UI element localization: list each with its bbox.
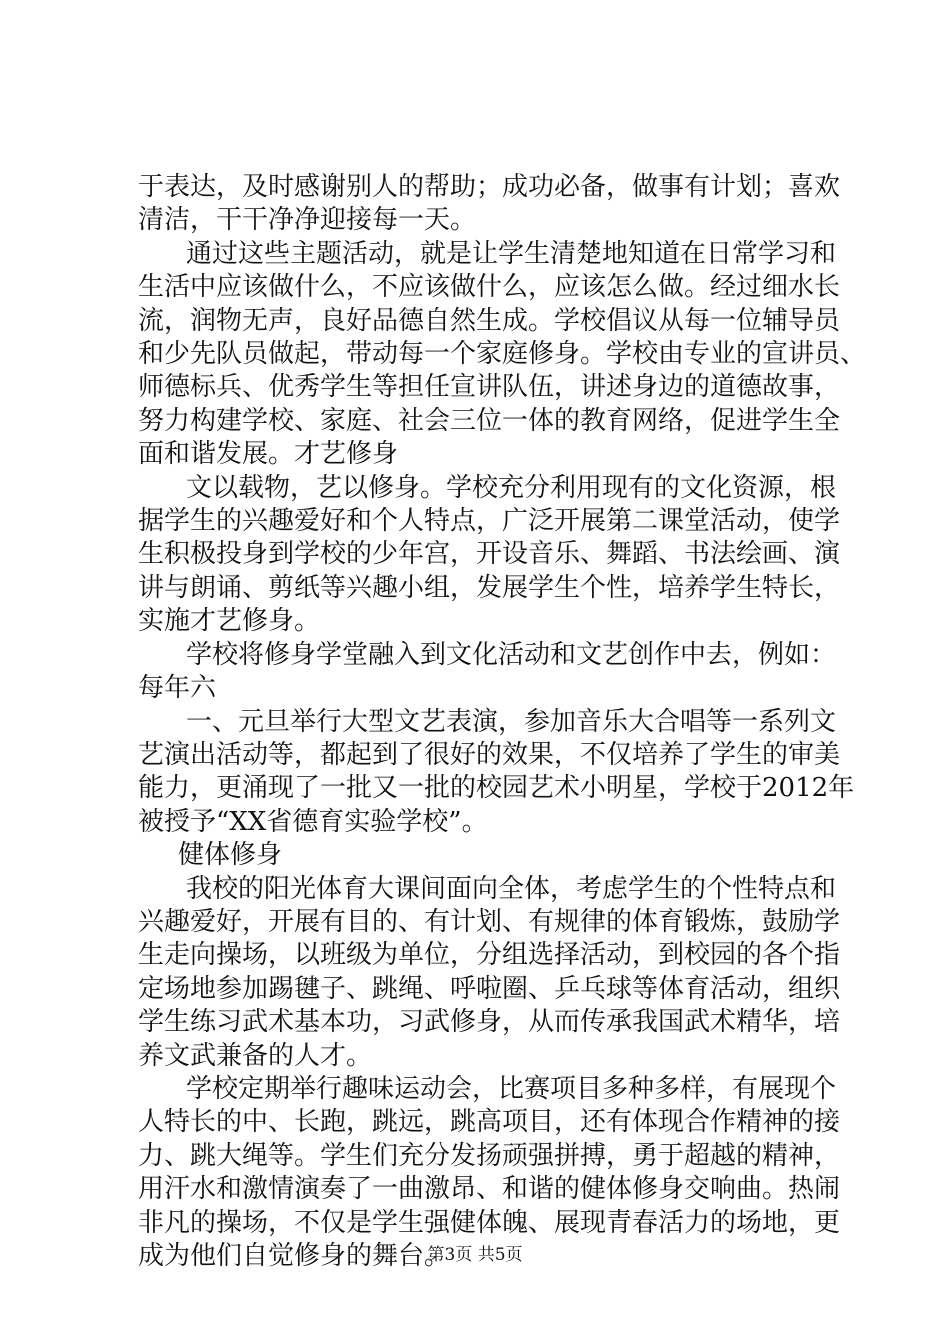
text-line: 学生练习武术基本功，习武修身，从而传承我国武术精华，培: [138, 1007, 841, 1038]
text-line: 我校的阳光体育大课间面向全体，考虑学生的个性特点和: [186, 873, 837, 904]
text-line: 养文武兼备的人才。: [138, 1040, 373, 1071]
text-line: 艺演出活动等，都起到了很好的效果，不仅培养了学生的审美: [138, 739, 841, 770]
text-line: 生活中应该做什么，不应该做什么，应该怎么做。经过细水长: [138, 272, 841, 303]
text-line: 成为他们自觉修身的舞台。: [138, 1241, 451, 1271]
text-line: 文以载物，艺以修身。学校充分利用现有的文化资源，根: [186, 472, 837, 503]
text-line: 和少先队员做起，带动每一个家庭修身。学校由专业的宣讲员、: [138, 339, 867, 370]
text-line: 每年六: [138, 673, 217, 704]
text-line: 讲与朗诵、剪纸等兴趣小组，发展学生个性，培养学生特长，: [138, 572, 841, 603]
text-line: 定场地参加踢毽子、跳绳、呼啦圈、乒乓球等体育活动，组织: [138, 973, 841, 1004]
text-line: 努力构建学校、家庭、社会三位一体的教育网络，促进学生全: [138, 405, 841, 436]
text-line: 生积极投身到学校的少年宫，开设音乐、舞蹈、书法绘画、演: [138, 539, 841, 570]
text-line: 流，润物无声，良好品德自然生成。学校倡议从每一位辅导员: [138, 305, 841, 336]
text-line: 非凡的操场，不仅是学生强健体魄、展现青春活力的场地，更: [138, 1207, 841, 1238]
text-line: 通过这些主题活动，就是让学生清楚地知道在日常学习和: [186, 238, 837, 269]
text-line: 学校定期举行趣味运动会，比赛项目多种多样，有展现个: [186, 1073, 837, 1104]
text-line: 生走向操场，以班级为单位，分组选择活动，到校园的各个指: [138, 940, 841, 971]
text-line: 能力，更涌现了一批又一批的校园艺术小明星，学校于2012年: [138, 773, 855, 804]
text-line: 面和谐发展。才艺修身: [138, 439, 399, 470]
text-line: 清洁，干干净净迎接每一天。: [138, 205, 477, 236]
text-line: 力、跳大绳等。学生们充分发扬顽强拼搏，勇于超越的精神，: [138, 1140, 841, 1171]
page-footer: 第3页 共5页: [427, 1245, 523, 1265]
text-line: 于表达，及时感谢别人的帮助；成功必备，做事有计划；喜欢: [138, 172, 841, 202]
text-line: 人特长的中、长跑，跳远，跳高项目，还有体现合作精神的接: [138, 1107, 841, 1138]
text-line: 一、元旦举行大型文艺表演，参加音乐大合唱等一系列文: [186, 706, 837, 737]
text-line: 被授予“XX省德育实验学校”。: [138, 806, 488, 837]
text-line: 用汗水和激情演奏了一曲激昂、和谐的健体修身交响曲。热闹: [138, 1174, 841, 1205]
text-line: 实施才艺修身。: [138, 606, 321, 637]
section-heading: 健体修身: [178, 840, 283, 871]
text-line: 学校将修身学堂融入到文化活动和文艺创作中去，例如：: [186, 639, 837, 670]
text-line: 兴趣爱好，开展有目的、有计划、有规律的体育锻炼，鼓励学: [138, 906, 841, 937]
text-line: 师德标兵、优秀学生等担任宣讲队伍，讲述身边的道德故事，: [138, 372, 841, 403]
text-line: 据学生的兴趣爱好和个人特点，广泛开展第二课堂活动，使学: [138, 506, 841, 537]
body-text: [138, 171, 867, 1273]
